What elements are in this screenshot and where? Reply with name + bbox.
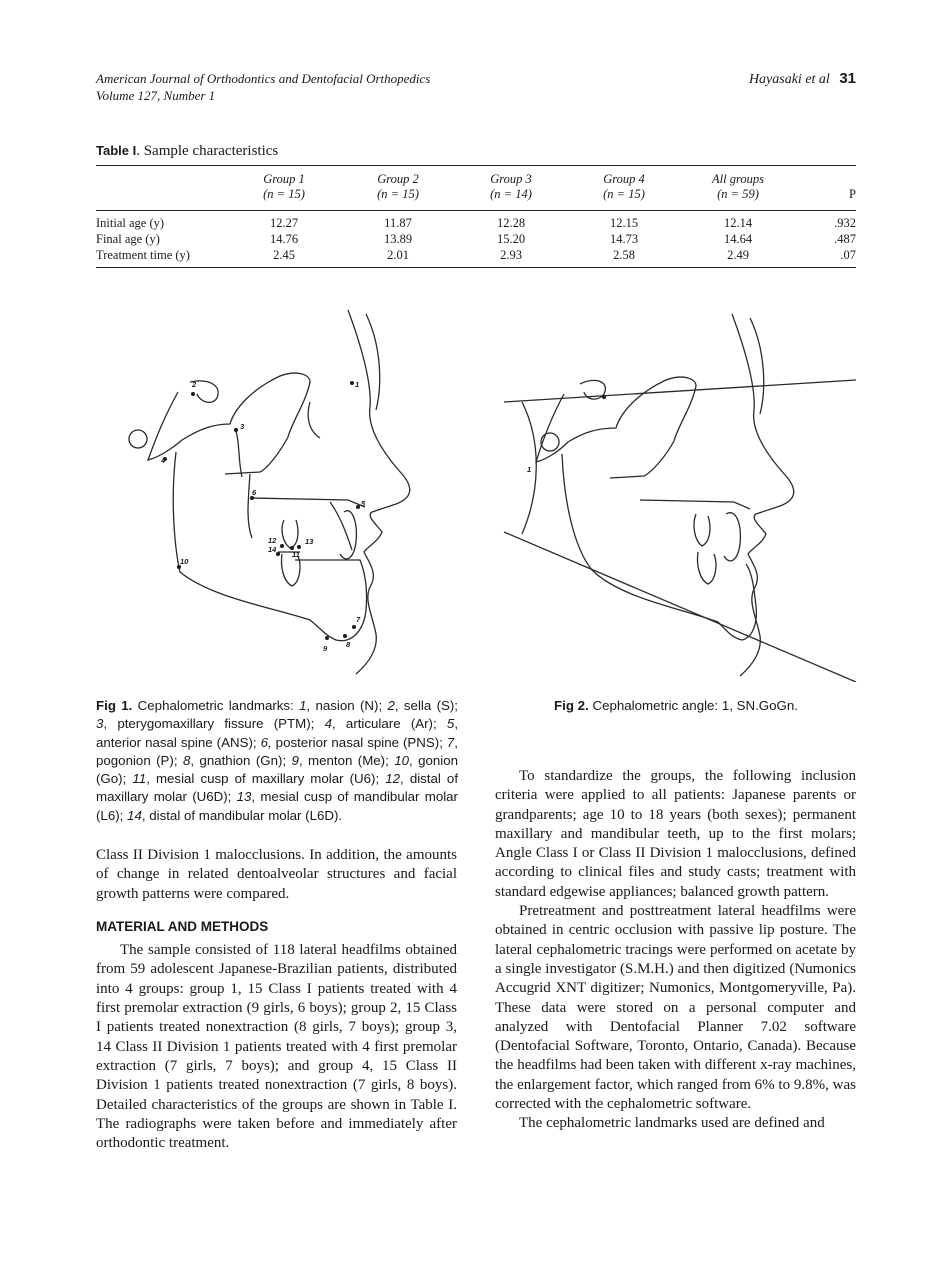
- journal-name: [96, 70, 430, 104]
- row-label: Treatment time (y): [96, 248, 190, 262]
- landmark-u6d: [280, 544, 284, 548]
- cell-value: 2.58: [613, 248, 635, 262]
- cell-value: 14.64: [723, 232, 753, 246]
- landmark-nasion: [350, 381, 354, 385]
- landmark-pogonion: [352, 625, 356, 629]
- fig2-sngogn-tracing: [500, 302, 860, 682]
- landmark-label-9: 9: [323, 644, 328, 653]
- fig1-caption-label: Fig 1.: [96, 698, 133, 713]
- row-label: Final age (y): [96, 232, 160, 246]
- landmark-label-8: 8: [346, 640, 351, 649]
- landmark-label-12: 12: [268, 536, 277, 545]
- cell-value: 2.49: [727, 248, 749, 262]
- angle-label-1: 1: [527, 465, 532, 474]
- page-number: 31: [839, 70, 856, 87]
- cell-p-value: .07: [840, 248, 856, 262]
- fig2-soft-tissue-profile: [732, 314, 794, 676]
- row-label: Initial age (y): [96, 216, 165, 230]
- landmark-l6d: [276, 552, 280, 556]
- right-paragraph-1: To standardize the groups, the following inclusion criteria were applied to all patients: Japanese parents or grandparents; age 10 to 18 years (both sexes); permanent maxillary and mandibular teeth, up to the first molars; Angle Class I or Class II Division 1 malocclusions, defined according to clinical files and study casts; treatment with standard edgewise appliances; balanced growth pattern.: [495, 768, 856, 900]
- cell-value: 12.14: [723, 216, 753, 230]
- landmark-label-11: 11: [292, 550, 300, 559]
- cell-p-value: .487: [834, 232, 856, 246]
- fig1-landmark-points: [163, 381, 360, 640]
- table-caption: Table I. Sample characteristics: [96, 143, 279, 159]
- landmark-label-14: 14: [268, 545, 277, 554]
- col-header-all-groups: All groups (n = 59): [712, 172, 764, 201]
- running-authors: Hayasaki et al: [748, 72, 830, 87]
- cell-value: 12.28: [496, 216, 526, 230]
- sn-line: [504, 380, 856, 402]
- fig2-palate-and-teeth: [640, 500, 750, 584]
- landmark-menton: [325, 636, 329, 640]
- landmark-label-5: 5: [361, 499, 366, 508]
- fig2-caption: [495, 697, 857, 715]
- col-header-p: P: [849, 187, 856, 201]
- table-row: [96, 215, 856, 231]
- cell-value: 2.93: [500, 248, 522, 262]
- gogn-line: [504, 532, 856, 682]
- landmark-l6: [297, 545, 301, 549]
- right-column: [495, 767, 856, 1134]
- landmark-sella: [191, 392, 195, 396]
- fig1-caption-text: Cephalometric landmarks: 1, nasion (N); 2, sella (S); 3, pterygomaxillary fissure (PTM); 4, articulare (Ar); 5, anterior nasal spine (ANS); 6, posterior nasal spine (PNS); 7, pogonion (P); 8, gnathion (Gn); 9, menton (Me); 10, gonion (Go); 11, mesial cusp of maxillary molar (U6); 12, distal of maxillary molar (U6D); 13, mesial cusp of mandibular molar (L6); 14, distal of mandibular molar (L6D).: [96, 698, 459, 823]
- journal-line-2: Volume 127, Number 1: [96, 88, 216, 103]
- landmark-label-1: 1: [355, 380, 360, 389]
- fig1-cephalometric-tracing: [120, 302, 420, 682]
- cell-value: 2.45: [273, 248, 295, 262]
- left-paragraph-1: Class II Division 1 malocclusions. In addition, the amounts of change in related dentoalveolar structures and facial growth patterns were compared.: [96, 847, 457, 902]
- cell-p-value: .932: [834, 216, 856, 230]
- table-header-blank: [96, 172, 226, 202]
- fig2-mandible-outline: [562, 454, 756, 640]
- landmark-label-7: 7: [356, 615, 361, 624]
- right-paragraph-2: Pretreatment and posttreatment lateral headfilms were obtained in centric occlusion with passive lip posture. The lateral cephalometric tracings were performed on acetate by a single investigator (S.M.H.) and then digitized (Numonics Accugrid XNT digitizer; Numonics, Montgomeryville, Pa). These data were stored on a personal computer and analyzed with Dentofacial Planner 7.02 software (Dentofacial Software, Toronto, Ontario, Canada). Because the headfilms had been taken with different x-ray machines, the enlargement factor, which ranged from 6% to 9.8%, was corrected with the cephalometric software.: [495, 903, 856, 1113]
- col-header-group-2: Group 2 (n = 15): [377, 172, 419, 201]
- landmark-label-6: 6: [252, 488, 257, 497]
- landmark-gnathion: [343, 634, 347, 638]
- fig2-skull-outline: [536, 377, 696, 478]
- col-header-group-1: Group 1 (n = 15): [263, 172, 305, 201]
- table-bottom-rule: [96, 267, 856, 268]
- running-head: [749, 70, 856, 88]
- sample-characteristics-table: [96, 165, 856, 268]
- landmark-label-3: 3: [240, 422, 245, 431]
- cell-value: 14.73: [609, 232, 639, 246]
- table-label: Table I: [96, 143, 137, 158]
- cell-value: 11.87: [384, 216, 412, 230]
- fig1-caption: [96, 697, 458, 825]
- table-row: [96, 247, 856, 263]
- cell-value: 12.15: [609, 216, 639, 230]
- table-row: [96, 231, 856, 247]
- landmark-ptm: [234, 428, 238, 432]
- right-paragraph-3: The cephalometric landmarks used are defined and: [519, 1115, 825, 1132]
- cell-value: 13.89: [383, 232, 413, 246]
- section-heading: MATERIAL AND METHODS: [96, 918, 269, 934]
- page-header: [96, 70, 856, 110]
- landmark-label-2: 2: [192, 380, 197, 389]
- col-header-group-3: Group 3 (n = 14): [490, 172, 532, 201]
- cell-value: 12.27: [269, 216, 299, 230]
- landmark-ans: [356, 505, 360, 509]
- left-column: [96, 846, 457, 1153]
- table-title: Sample characteristics: [143, 143, 279, 159]
- fig1-skull-outline: [129, 373, 310, 477]
- landmark-label-13: 13: [305, 537, 314, 546]
- fig2-caption-text: Cephalometric angle: 1, SN.GoGn.: [588, 698, 798, 713]
- cell-value: 14.76: [269, 232, 299, 246]
- landmark-label-10: 10: [180, 557, 189, 566]
- left-paragraph-2: The sample consisted of 118 lateral headfilms obtained from 59 adolescent Japanese-Brazilian patients, distributed into 4 groups: group 1, 15 Class I patients treated with 4 first premolar extraction (9 girls, 6 boys); group 2, 15 Class I patients treated nonextraction (8 girls, 7 boys); group 3, 14 Class II Division 1 patients treated with 4 first premolar extraction (7 girls, 7 boys); and group 4, 15 Class II Division 1 patients treated nonextraction (7 girls, 8 boys). Detailed characteristics of the groups are shown in Table I. The radiographs were taken before and immediately after orthodontic treatment.: [96, 942, 457, 1152]
- cell-value: 2.01: [387, 248, 409, 262]
- journal-line-1: American Journal of Orthodontics and Dentofacial Orthopedics: [96, 71, 431, 86]
- col-header-group-4: Group 4 (n = 15): [603, 172, 645, 201]
- fig2-caption-label: Fig 2.: [554, 698, 589, 713]
- landmark-label-4: 4: [161, 456, 166, 465]
- sella-point: [602, 395, 606, 399]
- cell-value: 15.20: [496, 232, 526, 246]
